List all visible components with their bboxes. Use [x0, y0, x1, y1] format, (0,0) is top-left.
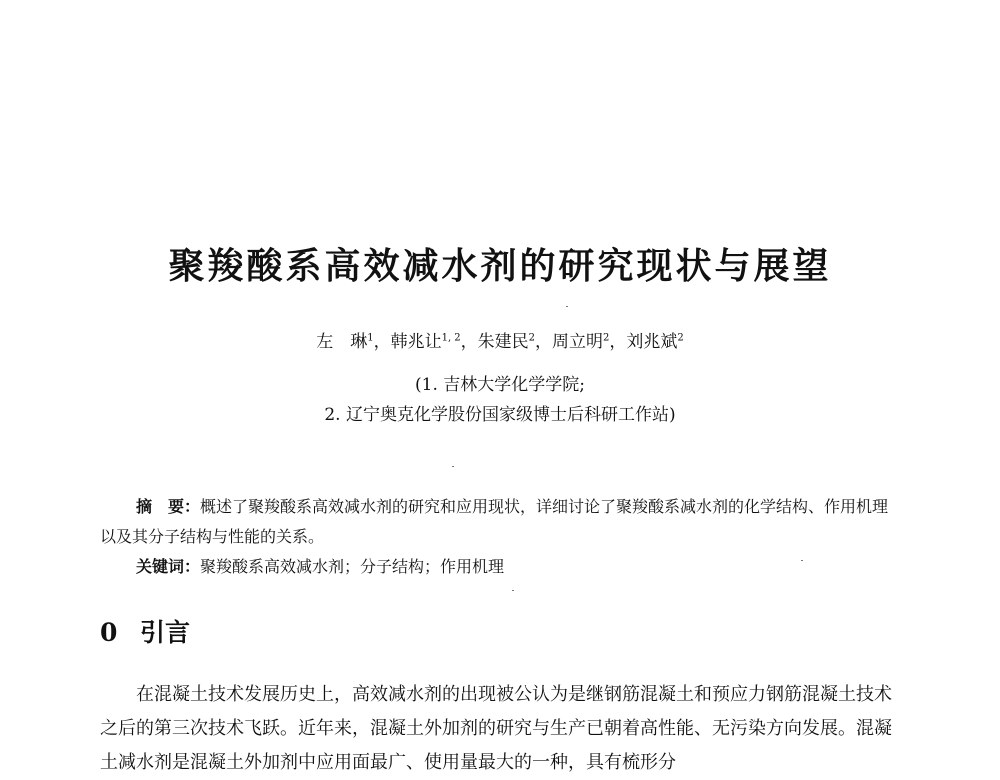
author-separator: ， [373, 332, 391, 352]
abstract-text: 概述了聚羧酸系高效减水剂的研究和应用现状，详细讨论了聚羧酸系减水剂的化学结构、作用机理以及其分子结构与性能的关系。 [100, 497, 889, 546]
author-separator: ， [460, 332, 478, 352]
author-name: 刘兆斌$^2$ [626, 332, 684, 352]
section-heading [100, 613, 190, 649]
keywords-label: 关键词： [136, 557, 201, 576]
paper-title: 聚羧酸系高效减水剂的研究现状与展望 [168, 245, 832, 287]
abstract-label: 摘 要： [136, 497, 201, 516]
scan-speck [452, 466, 454, 467]
scan-speck [512, 590, 514, 591]
scan-speck [801, 560, 803, 561]
author-name: 左 琳$^1$ [316, 332, 374, 352]
section-title: 引言 [140, 618, 191, 647]
keywords-text: 聚羧酸系高效减水剂；分子结构；作用机理 [200, 557, 505, 576]
section-number: 0 [100, 618, 118, 647]
author-name: 周立明$^2$ [552, 332, 610, 352]
author-name: 韩兆让$^{1, 2}$ [390, 332, 461, 352]
author-name: 朱建民$^2$ [477, 332, 536, 352]
scan-speck [566, 306, 568, 307]
keywords [136, 552, 504, 582]
abstract [100, 492, 900, 552]
affiliation-line: (1. 吉林大学化学学院; [415, 375, 585, 395]
body-paragraph: 在混凝土技术发展历史上，高效减水剂的出现被公认为是继钢筋混凝土和预应力钢筋混凝土技术之后的第三次技术飞跃。近年来，混凝土外加剂的研究与生产已朝着高性能、无污染方向发展。混凝土减水剂是混凝土外加剂中应用面最广、使用量最大的一种，具有梳形分 [100, 684, 892, 773]
author-list [0, 327, 1000, 352]
author-separator: ， [609, 332, 627, 352]
affiliation-line: 2. 辽宁奥克化学股份国家级博士后科研工作站) [324, 405, 676, 425]
author-separator: ， [535, 332, 553, 352]
